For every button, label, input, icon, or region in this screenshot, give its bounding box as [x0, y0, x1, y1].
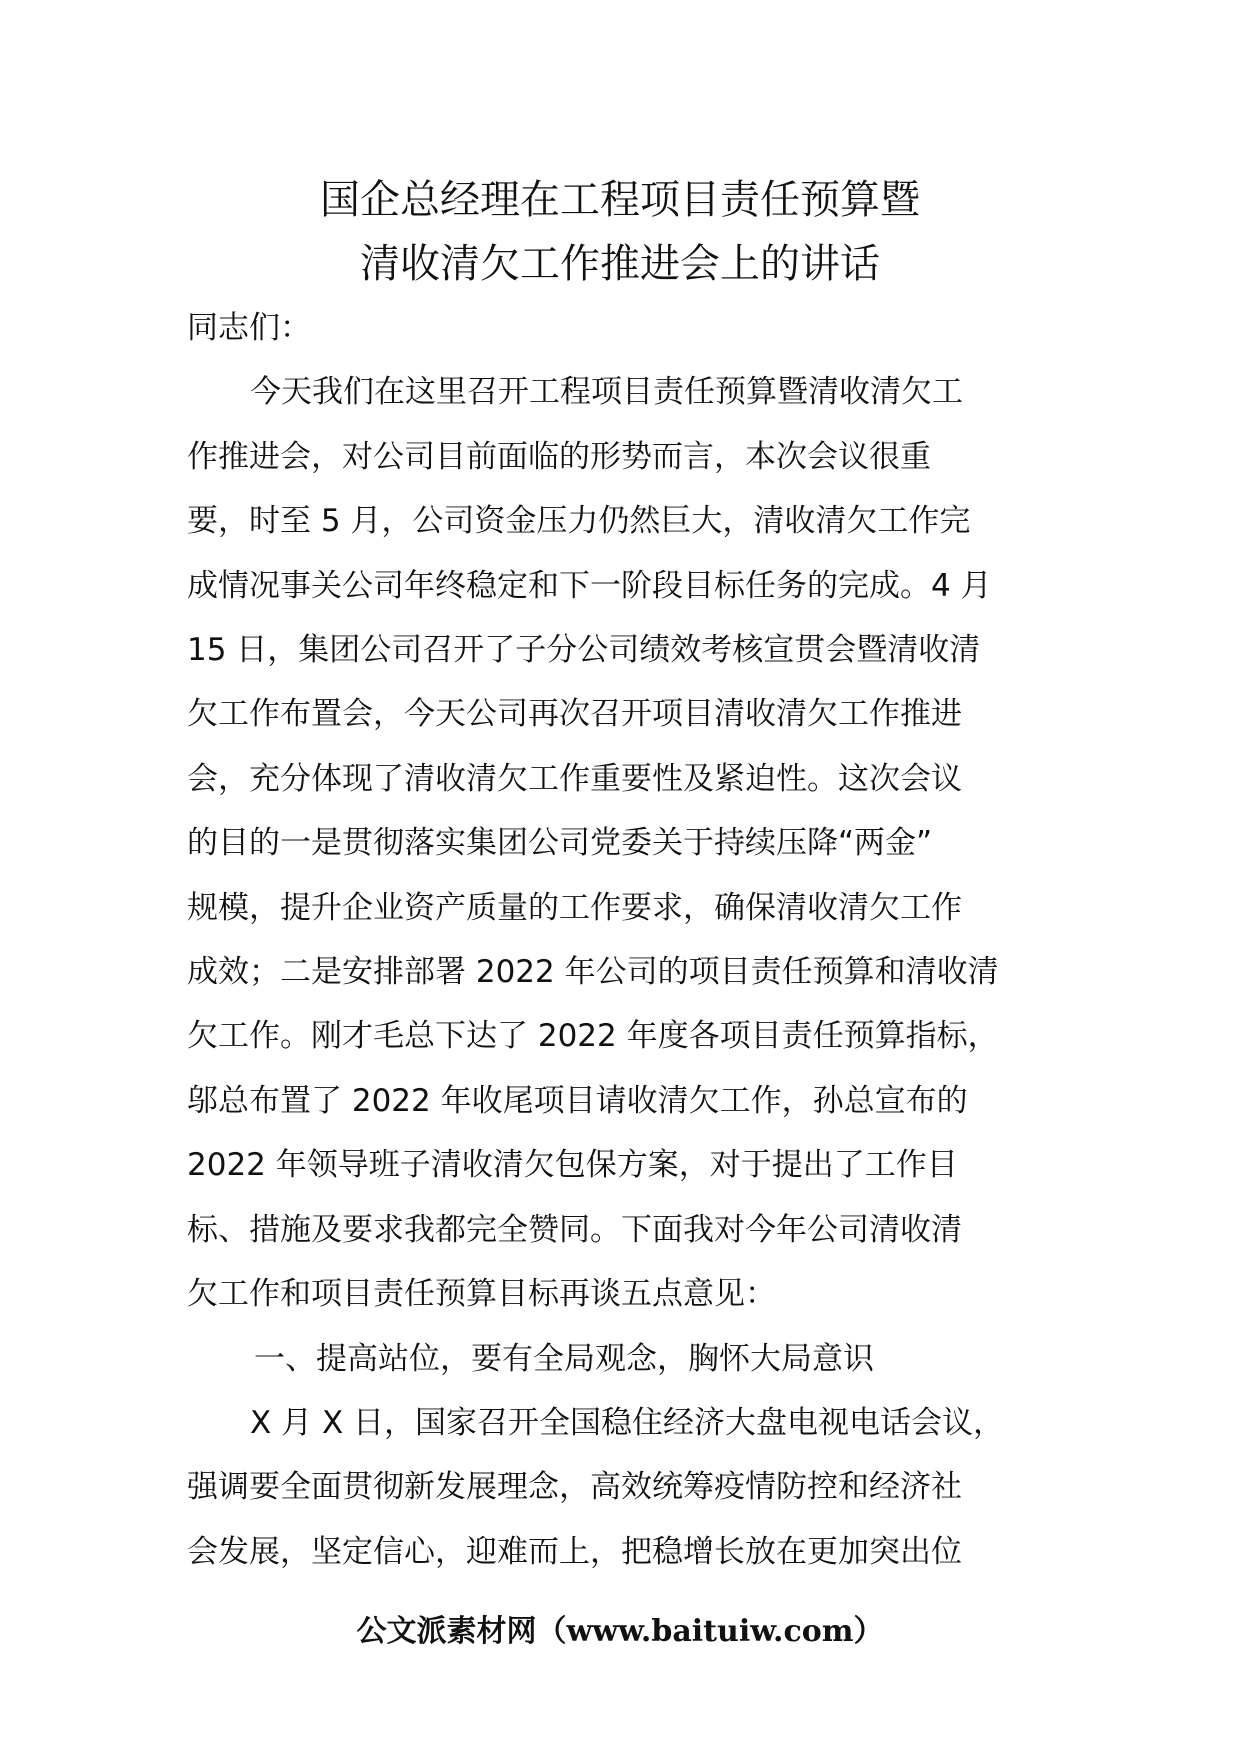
document-title-line-1: 国企总经理在工程项目责任预算暨: [320, 177, 920, 223]
paragraph-line: 强调要全面贯彻新发展理念，高效统筹疫情防控和经济社: [187, 1469, 962, 1506]
document-title-line-2: 清收清欠工作推进会上的讲话: [360, 241, 880, 287]
paragraph-line: 标、措施及要求我都完全赞同。下面我对今年公司清收清: [187, 1211, 962, 1248]
salutation: 同志们：: [187, 310, 311, 346]
footer-watermark-text: 公文派素材网（www.baituiw.com）: [356, 1614, 884, 1649]
paragraph-line: 的目的一是贯彻落实集团公司党委关于持续压降“两金”: [187, 825, 933, 862]
paragraph-line: 欠工作。刚才毛总下达了 2022 年度各项目责任预算指标，: [187, 1018, 999, 1055]
paragraph-line: 欠工作和项目责任预算目标再谈五点意见：: [187, 1276, 776, 1313]
section-heading: 一、提高站位，要有全局观念，胸怀大局意识: [254, 1340, 874, 1377]
paragraph-line: 作推进会，对公司目前面临的形势而言，本次会议很重: [187, 438, 931, 475]
paragraph-line: 要，时至 5 月，公司资金压力仍然巨大，清收清欠工作完: [187, 503, 971, 540]
paragraph-line: 2022 年领导班子清收清欠包保方案，对于提出了工作目: [187, 1147, 958, 1184]
paragraph-line: 成效；二是安排部署 2022 年公司的项目责任预算和清收清: [187, 954, 999, 991]
paragraph-line: 规模，提升企业资产质量的工作要求，确保清收清欠工作: [187, 889, 962, 926]
paragraph-line: 今天我们在这里召开工程项目责任预算暨清收清欠工: [250, 374, 963, 411]
paragraph-line: 邬总布置了 2022 年收尾项目请收清欠工作，孙总宣布的: [187, 1082, 968, 1119]
paragraph-line: 成情况事关公司年终稳定和下一阶段目标任务的完成。4 月: [187, 567, 992, 604]
paragraph-line: 欠工作布置会，今天公司再次召开项目清收清欠工作推进: [187, 696, 962, 733]
document-body: [187, 296, 1053, 1584]
paragraph-line: 会，充分体现了清收清欠工作重要性及紧迫性。这次会议: [187, 760, 962, 797]
paragraph-line: 会发展，坚定信心，迎难而上，把稳增长放在更加突出位: [187, 1533, 962, 1570]
paragraph-line: X 月 X 日，国家召开全国稳住经济大盘电视电话会议，: [250, 1404, 1005, 1441]
paragraph-line: 15 日，集团公司召开了子分公司绩效考核宣贯会暨清收清: [187, 632, 981, 669]
